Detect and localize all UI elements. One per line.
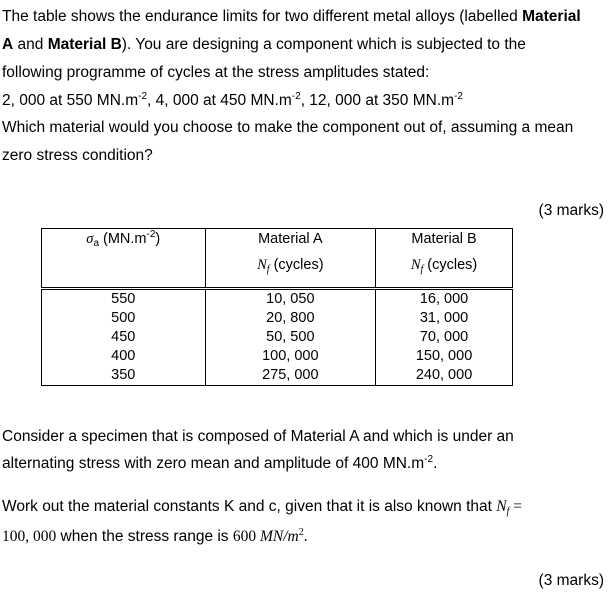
part2-line-4: [2, 528, 308, 546]
material-b-bold: Material B: [47, 36, 122, 53]
subscript: a: [93, 238, 99, 249]
cycle-text: , 4, 000 at 450 MN.m: [147, 92, 292, 109]
question-line-4: [2, 92, 463, 110]
stress-unit: MN/m: [260, 528, 299, 545]
unit-text: (cycles): [423, 257, 478, 273]
question-line-1: [2, 8, 581, 26]
part2-line-1: Consider a specimen that is composed of Material A and which is under an: [2, 428, 514, 445]
endurance-table: [41, 228, 513, 386]
stress-cell: 400: [42, 347, 206, 366]
material-a-cell: 50, 500: [205, 328, 376, 347]
stress-cell: 500: [42, 309, 206, 328]
subscript: f: [420, 264, 424, 275]
exponent: -2: [424, 454, 434, 465]
stress-cell: 550: [42, 289, 206, 310]
material-a-cell: 100, 000: [205, 347, 376, 366]
unit-text: (MN.m: [99, 231, 147, 247]
part2-text: alternating stress with zero mean and amplitude of 400 MN.m: [2, 455, 425, 472]
part2-line-2: [2, 455, 437, 473]
question-line-5: Which material would you choose to make the component out of, assuming a mean: [2, 119, 574, 136]
question-line-6: zero stress condition?: [2, 147, 153, 164]
sigma-symbol: σ: [86, 231, 94, 247]
stress-cell: 450: [42, 328, 206, 347]
question-line-3: following programme of cycles at the stress amplitudes stated:: [2, 64, 430, 81]
exponent: -2: [454, 91, 463, 102]
part2-text: .: [303, 528, 308, 545]
part2-text: Work out the material constants K and c, given that it is also known that: [2, 498, 497, 515]
marks-label-1: (3 marks): [538, 202, 604, 219]
cycle-text: , 12, 000 at 350 MN.m: [300, 92, 455, 109]
material-b-cell: 240, 000: [376, 366, 513, 386]
material-b-header: [376, 229, 513, 289]
material-a-cell: 10, 050: [205, 289, 376, 310]
part2-text: .: [433, 455, 438, 472]
material-a-bold: A: [2, 36, 14, 53]
material-a-title: Material A: [258, 231, 323, 247]
material-a-cell: 275, 000: [205, 366, 376, 386]
exponent: 2: [298, 527, 304, 538]
question-line-2: [2, 36, 526, 54]
part2-text: when the stress range is: [56, 528, 233, 545]
table-row: [42, 289, 513, 310]
question-text: The table shows the endurance limits for two different metal alloys (labelled: [2, 8, 523, 25]
question-text: ). You are designing a component which is subjected to the: [121, 36, 526, 53]
question-text: and: [13, 36, 48, 53]
table-row: [42, 366, 513, 386]
material-a-header: [205, 229, 376, 289]
material-a-cell: 20, 800: [205, 309, 376, 328]
subscript: f: [266, 264, 270, 275]
n-symbol: N: [410, 257, 421, 273]
subscript: f: [506, 506, 510, 517]
exponent: -2: [291, 91, 301, 102]
material-b-title: Material B: [411, 231, 477, 247]
unit-text: ): [155, 231, 161, 247]
material-b-cell: 31, 000: [376, 309, 513, 328]
marks-label-2: (3 marks): [538, 572, 604, 589]
material-b-cell: 16, 000: [376, 289, 513, 310]
exponent: -2: [146, 229, 156, 240]
stress-header: [42, 229, 206, 289]
material-label-bold: Material: [522, 8, 581, 25]
n-symbol: N: [496, 498, 507, 515]
exponent: -2: [138, 91, 148, 102]
n-symbol: N: [257, 257, 267, 273]
equals-sign: =: [509, 498, 522, 515]
table-row: [42, 347, 513, 366]
part2-line-3: [2, 498, 522, 516]
table-row: [42, 309, 513, 328]
cycles-value: 100, 000: [2, 528, 57, 545]
unit-text: (cycles): [269, 257, 324, 273]
material-b-cell: 150, 000: [376, 347, 513, 366]
cycle-text: 2, 000 at 550 MN.m: [2, 92, 139, 109]
stress-range-value: 600: [232, 528, 260, 545]
stress-cell: 350: [42, 366, 206, 386]
table-row: [42, 328, 513, 347]
material-b-cell: 70, 000: [376, 328, 513, 347]
